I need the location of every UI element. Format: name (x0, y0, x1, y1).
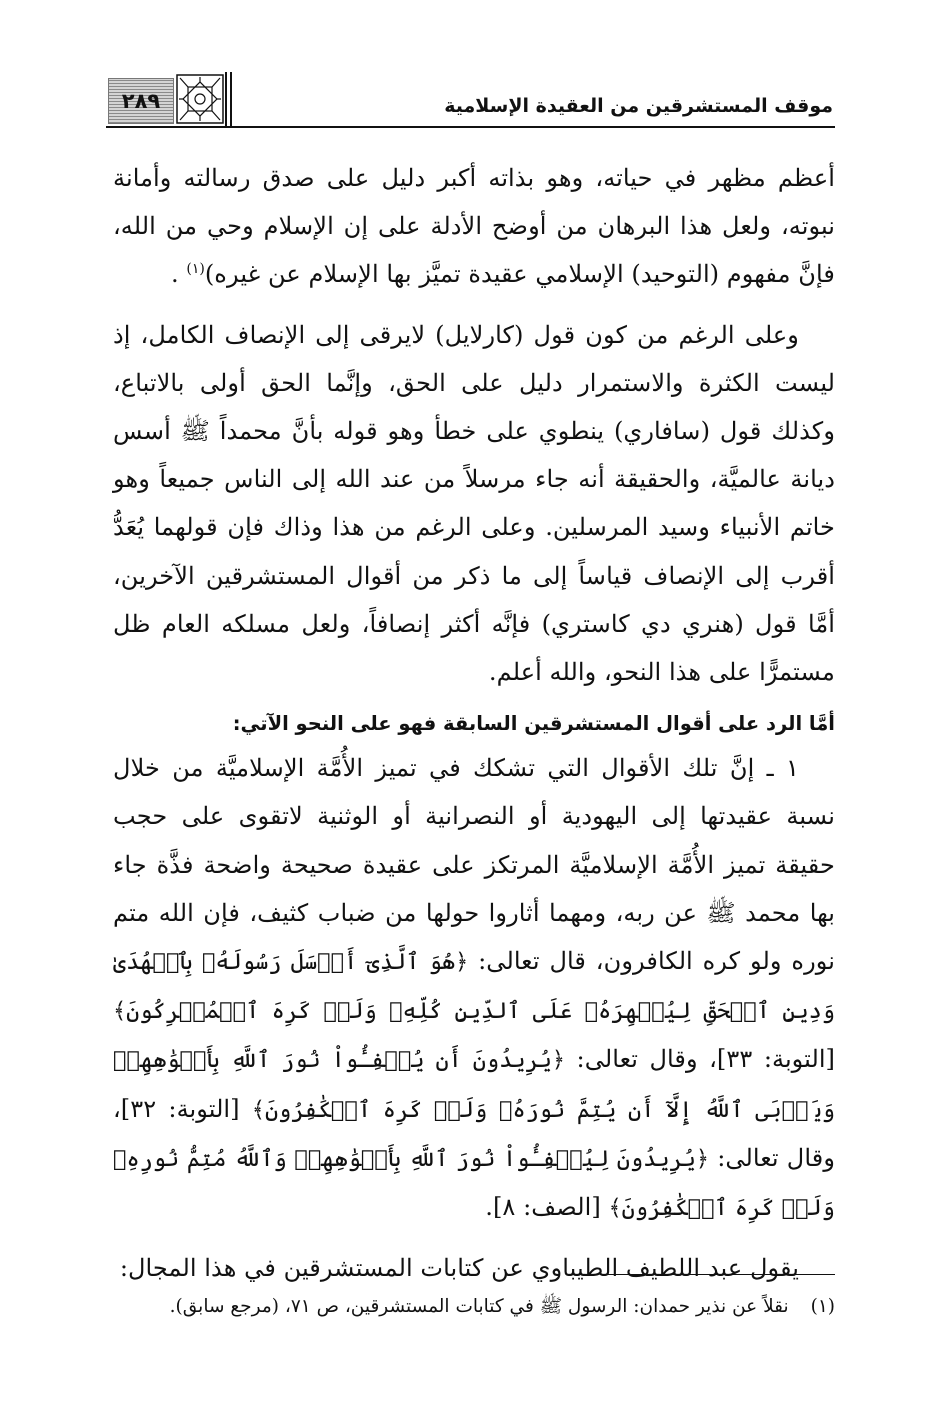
header-divider (230, 72, 232, 128)
footnote-reference[interactable]: (١) (186, 261, 205, 278)
paragraph-2: وعلى الرغم من كون قول (كارلايل) لايرقى إلى الإنصاف الكامل، إذ ليست الكثرة والاستمرار دليل على الحق، وإنَّما الحق أولى بالاتباع، وكذلك قول (سافاري) ينطوي على خطأ وهو قوله بأنَّ محمداً ﷺ أسس ديانة عالميَّة، والحقيقة أنه جاء مرسلاً من عند الله إلى الناس جميعاً وهو خاتم الأنبياء وسيد المرسلين. وعلى الرغم من هذا وذاك فإن قولهما يُعَدُّ أقرب إلى الإنصاف قياساً إلى ما ذكر من أقوال المستشرقين الآخرين، أمَّا قول (هنري دي كاستري) فإنَّه أكثر إنصافاً، ولعل مسلكه العام ظل مستمرًّا على هذا النحو، والله أعلم. (113, 320, 835, 687)
footnote-number: (١) (810, 1296, 835, 1317)
paragraph-4: يقول عبد اللطيف الطيباوي عن كتابات المستشرقين في هذا المجال: (119, 1254, 799, 1283)
footnote (113, 1290, 835, 1324)
header-rule (106, 126, 835, 128)
paragraph-1 (113, 154, 835, 299)
verse-reference-1: [التوبة: ٣٣]، وقال تعالى: (565, 1045, 835, 1074)
paragraph-3 (113, 744, 835, 1232)
section-subheading: أمَّا الرد على أقوال المستشرقين السابقة فهو على النحو الآتي: (232, 712, 835, 736)
paragraph-3-text: ١ ـ إنَّ تلك الأقوال التي تشكك في تميز الأُمَّة الإسلاميَّة من خلال نسبة عقيدتها إلى اليهودية أو النصرانية أو الوثنية لاتقوى على حجب حقيقة تميز الأُمَّة الإسلاميَّة المرتكز على عقيدة صحيحة واضحة فذَّة جاء بها محمد ﷺ عن ربه، ومهما أثاروا حولها من ضباب كثيف، فإن الله متم نوره ولو كره الكافرون، قال تعالى: (113, 754, 836, 976)
quran-verse-2: ﴿يُرِيدُونَ أَن يُطۡفِـُٔواْ نُورَ ٱللَّهِ بِأَفۡوَٰهِهِمۡ وَيَأۡبَى ٱللَّهُ إِلَّآ أَن يُتِمَّ نُورَهُۥ وَلَوۡ كَرِهَ ٱلۡكَٰفِرُونَ﴾ (113, 1047, 835, 1123)
running-title: موقف المستشرقين من العقيدة الإسلامية (444, 95, 833, 117)
geometric-star-ornament-icon (176, 74, 224, 124)
quran-verse-3: ﴿يُرِيدُونَ لِيُطۡفِـُٔواْ نُورَ ٱللَّهِ بِأَفۡوَٰهِهِمۡ وَٱللَّهُ مُتِمُّ نُورِهِۦ وَلَوۡ كَرِهَ ٱلۡكَٰفِرُونَ﴾ (113, 1145, 835, 1222)
verse-reference-2: [التوبة: ٣٢]، وقال تعالى: (113, 1094, 835, 1172)
footnote-text: نقلاً عن نذير حمدان: الرسول ﷺ في كتابات المستشرقين، ص ٧١، (مرجع سابق). (169, 1296, 789, 1317)
quran-verse-1: ﴿هُوَ ٱلَّذِىٓ أَرۡسَلَ رَسُولَهُۥ بِٱلۡهُدَىٰ وَدِينِ ٱلۡحَقِّ لِيُظۡهِرَهُۥ عَلَى ٱلدِّينِ كُلِّهِۦ وَلَوۡ كَرِهَ ٱلۡمُشۡرِكُونَ﴾ (113, 949, 835, 1025)
paragraph-1-text: أعظم مظهر في حياته، وهو بذاته أكبر دليل على صدق رسالته وأمانة نبوته، ولعل هذا البرهان من أوضح الأدلة على إن الإسلام وحي من الله، فإنَّ مفهوم (التوحيد) الإسلامي عقيدة تميَّز بها الإسلام عن غيره) (113, 164, 835, 289)
header-divider-inner (225, 72, 227, 128)
main-text (113, 154, 835, 1292)
page-number: ٢٨٩ (108, 78, 174, 124)
paragraph-1-end: . (171, 260, 187, 289)
footnote-separator (607, 1274, 835, 1275)
verse-reference-3: [الصف: ٨]. (485, 1193, 609, 1222)
